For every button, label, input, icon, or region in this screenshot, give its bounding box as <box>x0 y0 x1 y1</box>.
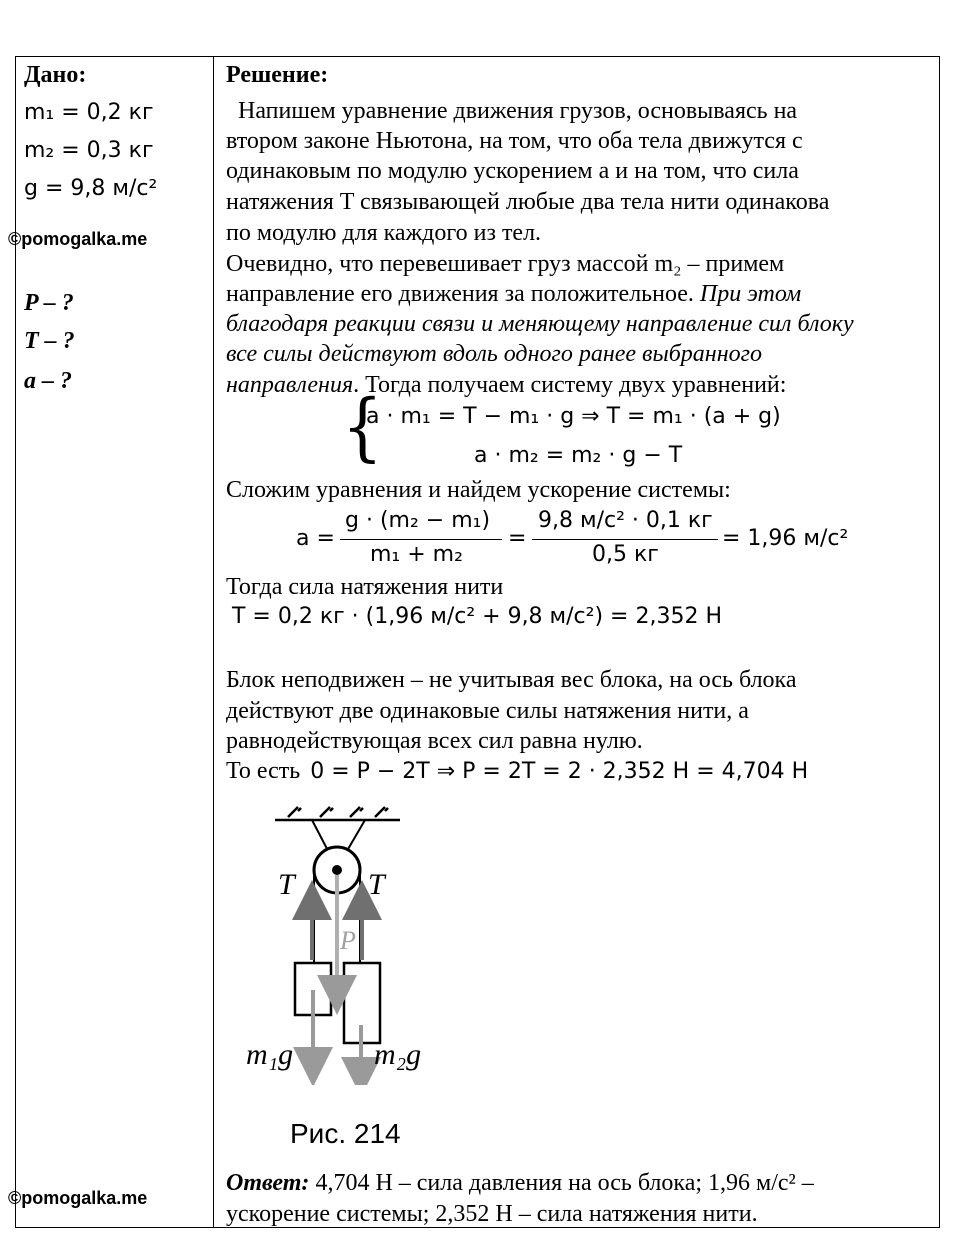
system-eq2: a · m₂ = m₂ · g − T <box>474 443 683 468</box>
para2-line1: Очевидно, что перевешивает груз массой m₂ – примем <box>226 251 785 277</box>
unknown-a: a – ? <box>24 368 72 394</box>
para2-italic-start: При этом <box>699 281 802 307</box>
column-divider <box>213 56 214 1228</box>
para2-end-text: . Тогда получаем систему двух уравнений: <box>353 372 787 398</box>
label-T-left: T <box>278 868 295 901</box>
fraction-bar-1 <box>340 539 502 540</box>
para2-italic-line2: благодаря реакции связи и меняющему направление сил блоку <box>226 311 854 337</box>
para2-italic-line4: направления <box>226 372 354 398</box>
label-m1g: m₁g <box>246 1038 294 1071</box>
para3-line3: равнодействующая всех сил равна нулю. <box>226 728 643 754</box>
para1-line2: втором законе Ньютона, на том, что оба тела движутся с <box>226 128 803 154</box>
fraction-bar-2 <box>532 539 718 540</box>
answer-label: Ответ: <box>226 1170 310 1196</box>
watermark-bottom: ©pomogalka.me <box>8 1188 148 1208</box>
pulley-axle <box>332 865 342 875</box>
para3-line1: Блок неподвижен – не учитывая вес блока, на ось блока <box>226 667 797 693</box>
given-m2: m₂ = 0,3 кг <box>24 138 154 163</box>
system-eq1: a · m₁ = T − m₁ · g ⇒ T = m₁ · (a + g) <box>366 404 781 429</box>
label-m2g: m₂g <box>374 1038 422 1071</box>
figure-caption: Рис. 214 <box>290 1118 401 1149</box>
para1-line1: Напишем уравнение движения грузов, основываясь на <box>226 98 798 124</box>
accel-denominator-1: m₁ + m₂ <box>370 542 463 567</box>
system-brace: { <box>342 385 383 471</box>
sum-text: Сложим уравнения и найдем ускорение системы: <box>226 477 731 503</box>
given-m1: m₁ = 0,2 кг <box>24 100 154 125</box>
para1-line4: натяжения T связывающей любые два тела нити одинакова <box>226 189 830 215</box>
label-T-right: T <box>368 868 385 901</box>
para3-line2: действуют две одинаковые силы натяжения нити, а <box>226 698 749 724</box>
accel-denominator-2: 0,5 кг <box>592 542 659 567</box>
answer-line2: ускорение системы; 2,352 Н – сила натяжения нити. <box>226 1201 758 1227</box>
answer-text-1: 4,704 Н – сила давления на ось блока; 1,96 м/с² – <box>309 1170 814 1196</box>
final-prefix: То есть <box>226 758 301 784</box>
para1-line3: одинаковым по модулю ускорением а и на том, что сила <box>226 158 799 184</box>
para1-line5: по модулю для каждого из тел. <box>226 220 542 246</box>
unknown-T: T – ? <box>24 328 75 354</box>
label-P: P <box>340 926 356 955</box>
para2-italic-line3: все силы действуют вдоль одного ранее выбранного <box>226 341 762 367</box>
unknown-P: P – ? <box>24 290 74 316</box>
accel-lhs: a = <box>296 526 335 551</box>
final-line <box>226 756 808 787</box>
given-g: g = 9,8 м/с² <box>24 176 158 201</box>
accel-numerator-2: 9,8 м/с² · 0,1 кг <box>538 508 713 533</box>
para2-line-end <box>226 370 786 400</box>
para2-line2-text: направление его движения за положительное. <box>226 281 694 307</box>
accel-result: = 1,96 м/с² <box>722 526 849 551</box>
accel-numerator-1: g · (m₂ − m₁) <box>345 508 491 533</box>
tension-text: Тогда сила натяжения нити <box>226 574 504 600</box>
ceiling-support <box>275 807 400 820</box>
solution-header: Решение: <box>226 62 329 88</box>
final-equation: 0 = P − 2T ⇒ P = 2T = 2 · 2,352 Н = 4,704 Н <box>310 759 809 784</box>
watermark-top: ©pomogalka.me <box>8 229 148 249</box>
accel-equals: = <box>508 526 527 551</box>
given-header: Дано: <box>24 62 87 88</box>
answer-line1 <box>226 1168 814 1198</box>
tension-equation: T = 0,2 кг · (1,96 м/с² + 9,8 м/с²) = 2,352 Н <box>232 604 722 629</box>
para2-line2 <box>226 279 801 309</box>
